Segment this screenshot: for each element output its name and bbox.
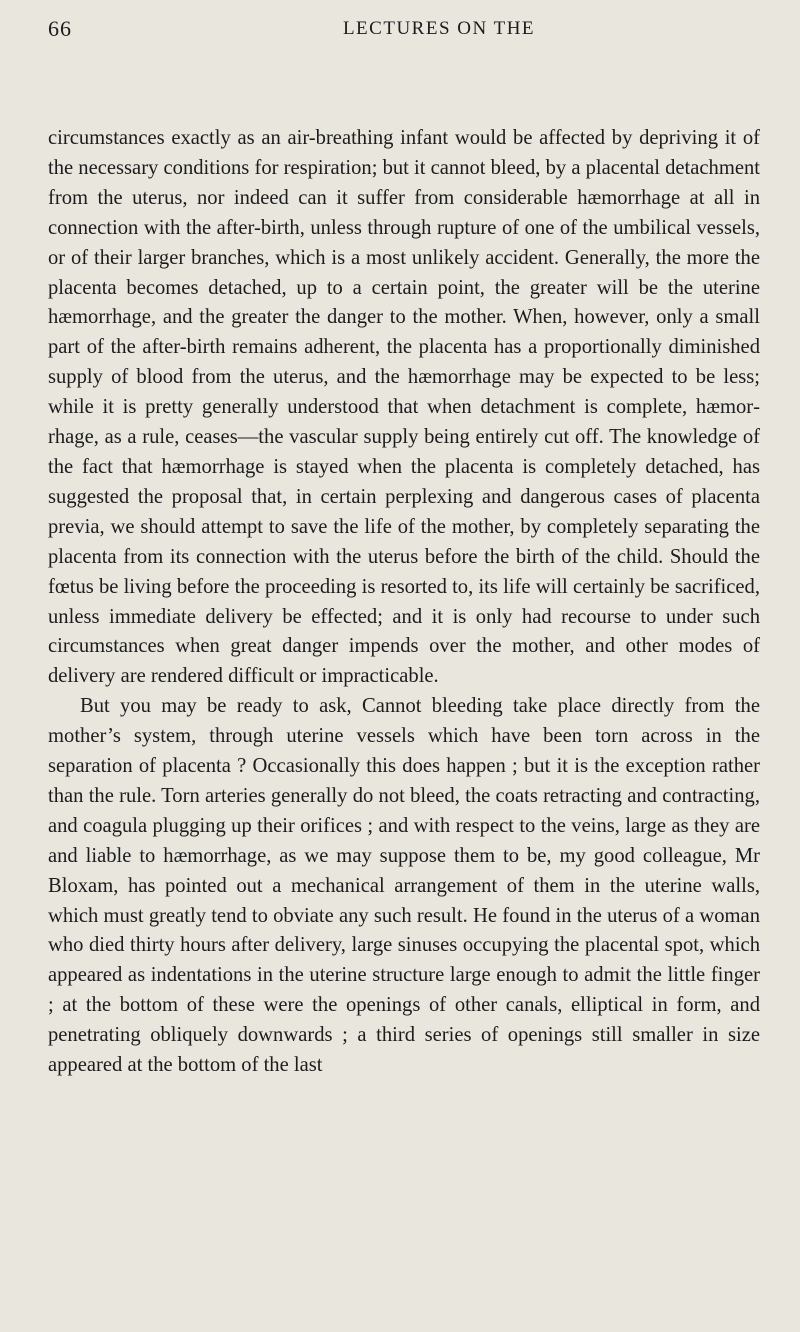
paragraph-bleeding-question: But you may be ready to ask, Cannot bleeding take place directly from the mother’s system, through uterine vessels which have been torn across in the separation of placenta ? Occasionally this does happen ; but it is the exception rather than the rule. Torn arteries generally do not bleed, the coats retracting and contracting, and coagula plugging up their orifices ; and with respect to the veins, large as they are and liable to hæmorrhage, as we may suppose them to be, my good colleague, Mr Bloxam, has pointed out a mechanical arrangement of them in the uterine walls, which must greatly tend to obviate any such result. He found in the uterus of a woman who died thirty hours after delivery, large sinuses occupying the placental spot, which appeared as indentations in the uterine structure large enough to admit the little finger ; at the bottom of these were the openings of other canals, elliptical in form, and penetrating obliquely downwards ; a third series of openings still smaller in size appeared at the bottom of the last [48, 695, 760, 1077]
body-text [48, 124, 760, 1081]
running-head [48, 14, 760, 54]
page-number: 66 [48, 16, 72, 41]
running-title: LECTURES ON THE [342, 18, 536, 39]
paragraph-continuation: circumstances exactly as an air-breathing infant would be affected by depriving it of the necessary conditions for respiration; but it cannot bleed, by a placental detachment from the uterus, nor indeed can it suffer from considerable hæmorrhage at all in connection with the after-birth, unless through rupture of one of the umbilical vessels, or of their larger branches, which is a most unlikely accident. Generally, the more the placenta becomes detached, up to a certain point, the greater will be the uterine hæmorrhage, and the greater the danger to the mother. When, however, only a small part of the after-birth remains adherent, the placenta has a proportionally diminished supply of blood from the uterus, and the hæmorrhage may be expected to be less; while it is pretty generally understood that when detachment is complete, hæmorrhage, as a rule, ceases—the vascular supply being entirely cut off. The knowledge of the fact that hæmorrhage is stayed when the placenta is completely detached, has suggested the proposal that, in certain perplexing and dangerous cases of placenta previa, we should attempt to save the life of the mother, by completely separating the placenta from its connection with the uterus before the birth of the child. Should the fœtus be living before the proceeding is resorted to, its life will certainly be sacrificed, unless immediate delivery be effected; and it is only had recourse to under such circumstances when great danger impends over the mother, and other modes of delivery are rendered difficult or impracticable. [48, 127, 760, 688]
